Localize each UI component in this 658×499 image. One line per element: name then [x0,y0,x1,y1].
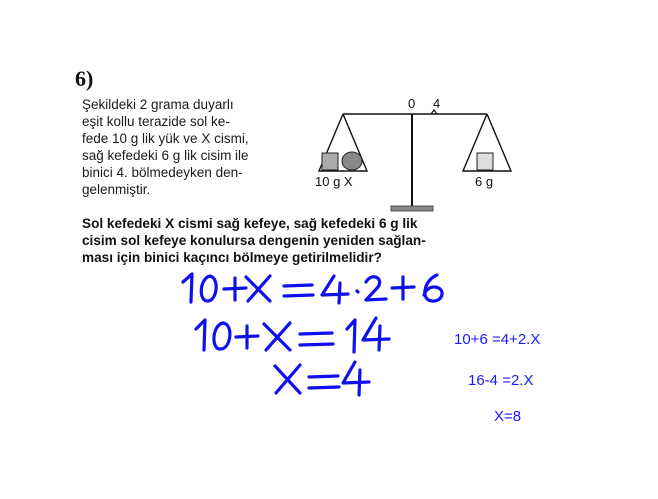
scale-mark-four: 4 [433,96,441,111]
intro-line: binici 4. bölmedeyken den- [82,165,243,180]
prompt-line: cisim sol kefeye konulursa dengenin yeniden sağlan- [82,233,426,248]
handwritten-line-3 [275,362,369,395]
handwritten-line-2 [196,318,389,352]
scale-mark-zero: 0 [408,96,416,111]
prompt-line: Sol kefedeki X cismi sağ kefeye, sağ kefedeki 6 g lik [82,216,418,231]
intro-line: eşit kollu terazide sol ke- [82,114,230,129]
left-pan-label: 10 g X [315,174,353,189]
prompt-line: ması için binici kaçıncı bölmeye getirilmelidir? [82,250,382,265]
right-pan-label: 6 g [475,174,494,189]
handwritten-line-1 [183,274,442,303]
typed-solution-line-2: 16-4 =2.X [468,372,534,389]
intro-line: Şekildeki 2 grama duyarlı [82,97,234,112]
intro-line: sağ kefedeki 6 g lik cisim ile [82,148,249,163]
intro-line: fede 10 g lik yük ve X cismi, [82,131,249,146]
question-number: 6) [75,66,94,91]
typed-solution-line-1: 10+6 =4+2.X [454,331,541,348]
intro-line: gelenmiştir. [82,182,151,197]
typed-solution-line-3: X=8 [494,408,522,425]
